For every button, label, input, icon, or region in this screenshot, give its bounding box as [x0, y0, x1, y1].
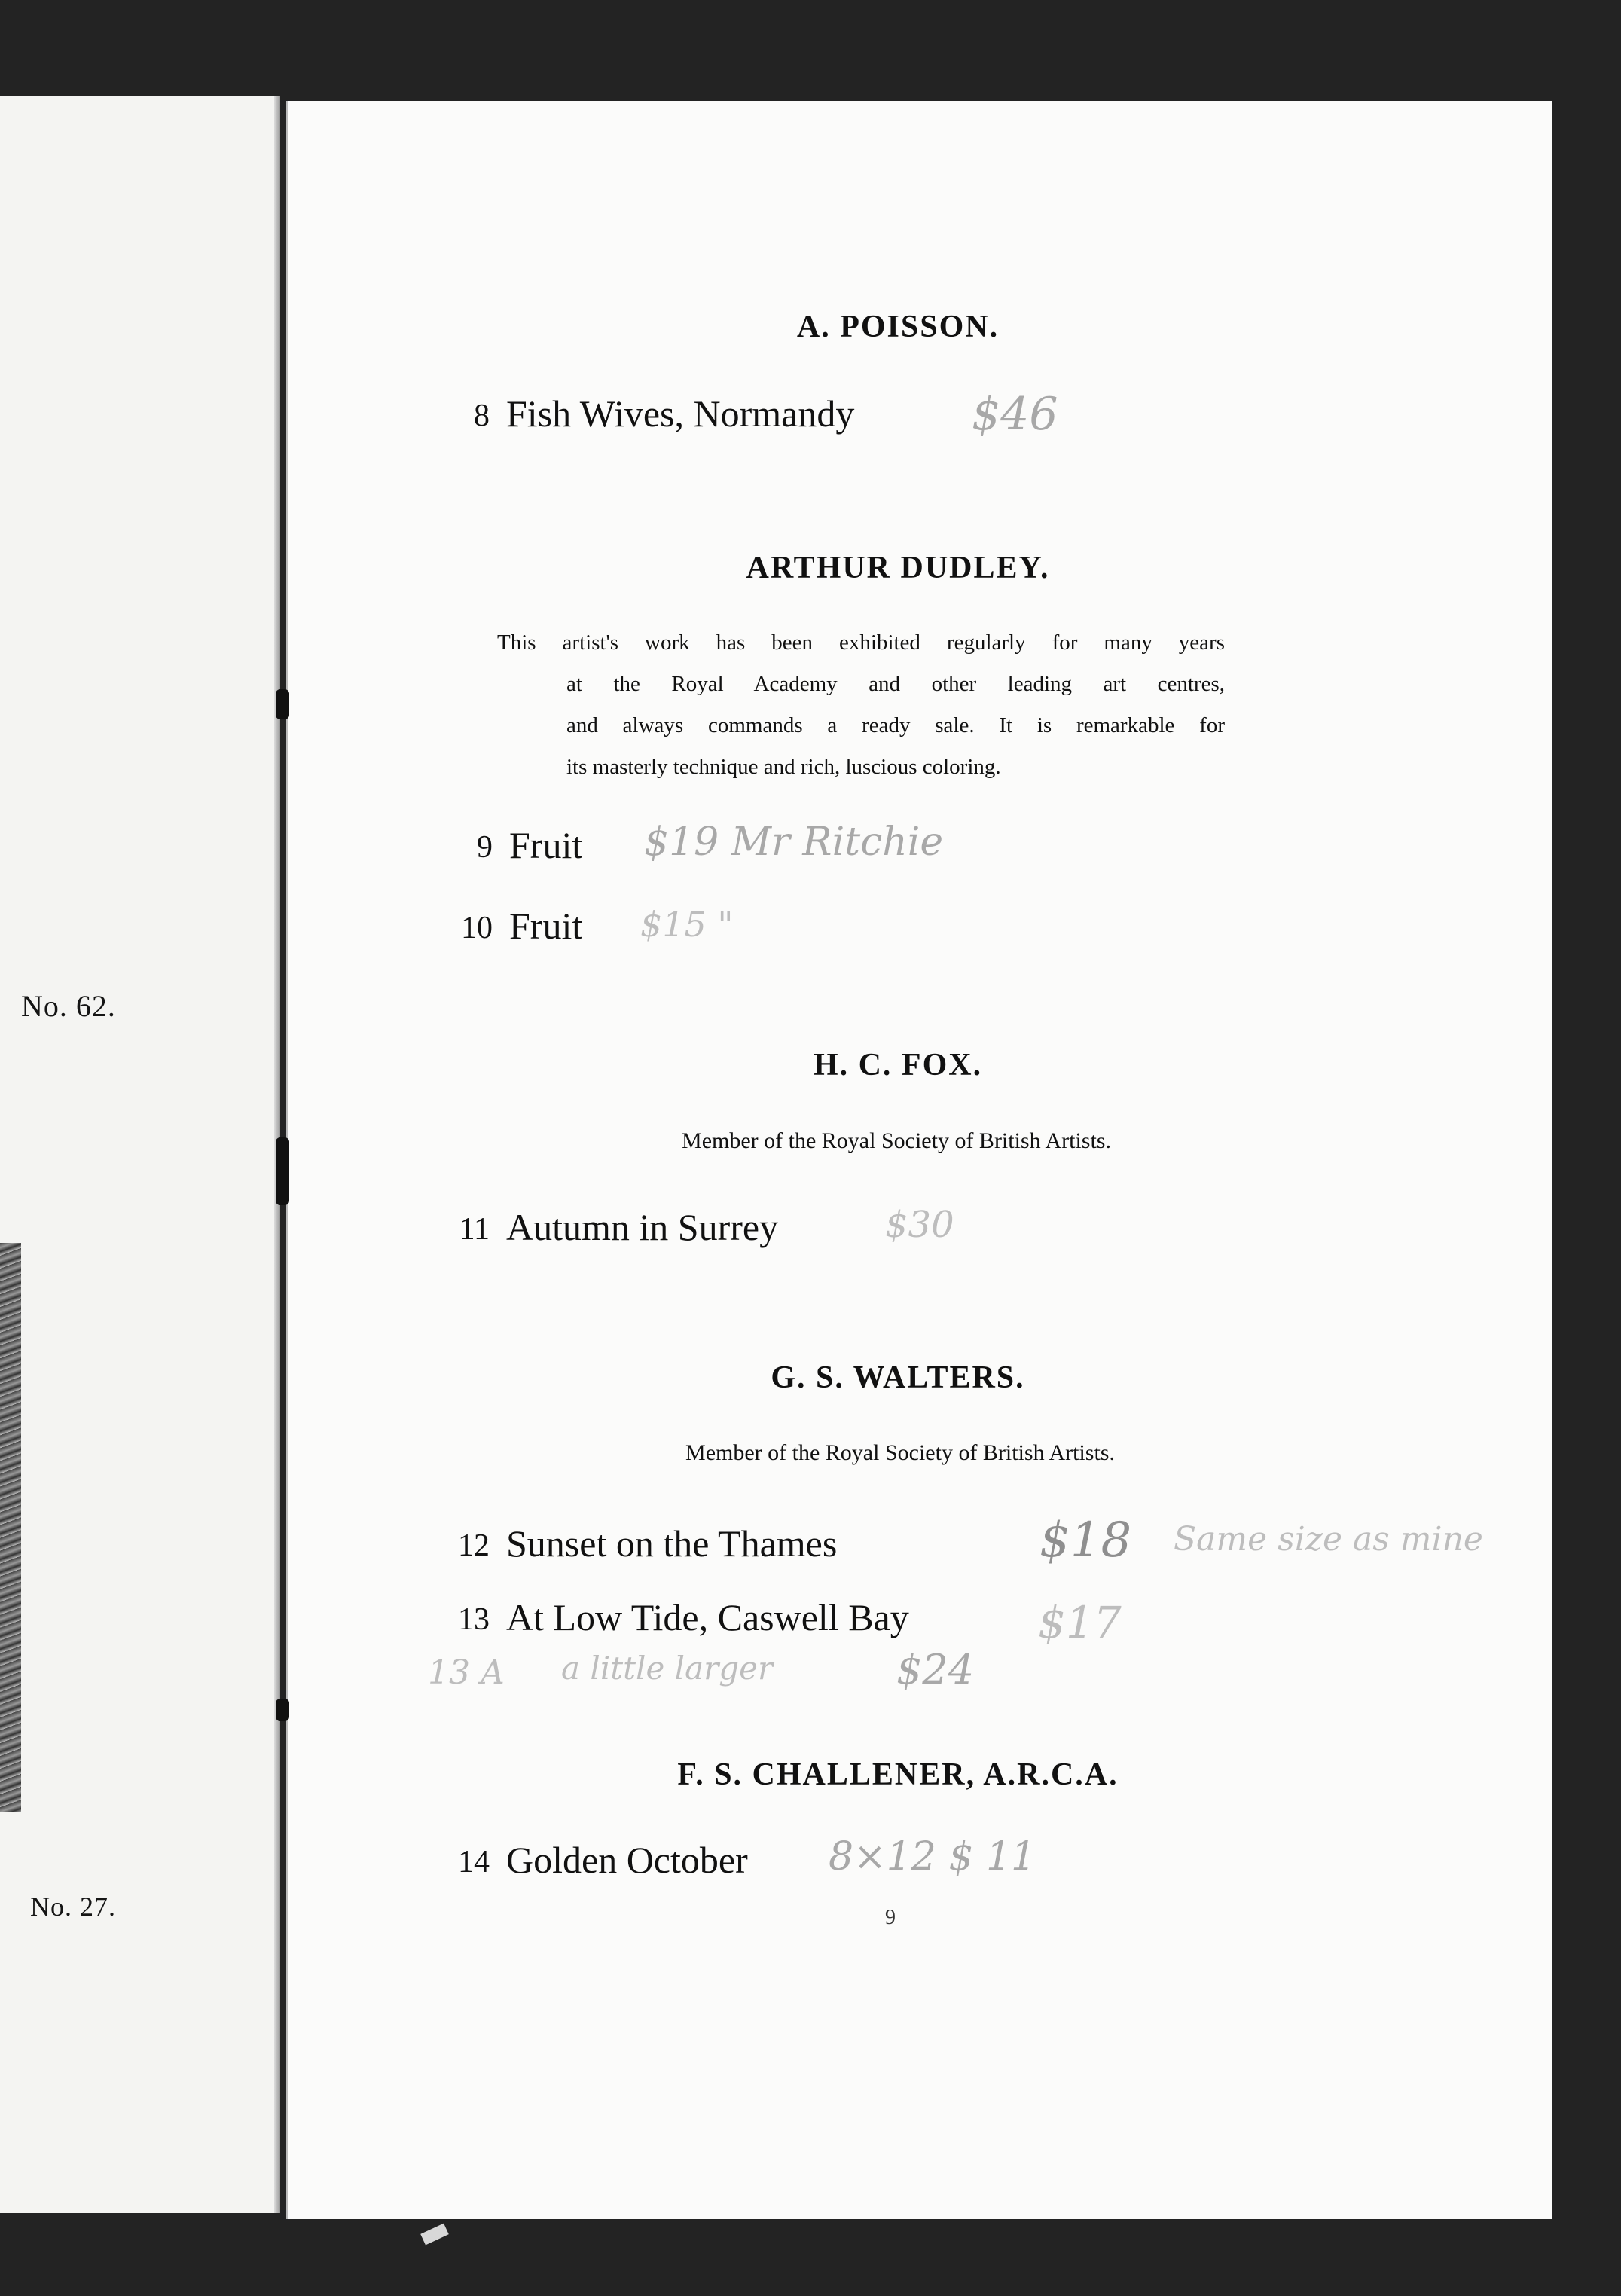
item-number: 13 — [458, 1602, 490, 1637]
catalogue-item-13 — [458, 1595, 909, 1639]
handwritten-price: $15 " — [640, 904, 734, 945]
artist-note: Member of the Royal Society of British Artists. — [685, 1440, 1115, 1465]
item-title: Fish Wives, Normandy — [506, 392, 855, 435]
catalogue-item-9 — [477, 823, 583, 867]
item-number: 12 — [458, 1528, 490, 1563]
item-number: 8 — [474, 398, 490, 433]
binding-staple — [276, 1699, 289, 1721]
handwritten-price: $30 — [885, 1204, 954, 1246]
item-title: At Low Tide, Caswell Bay — [506, 1596, 909, 1638]
handwritten-price: 8×12 $ 11 — [829, 1834, 1036, 1879]
page-number: 9 — [885, 1906, 896, 1929]
description-line: This artist's work has been exhibited regularly for many years — [497, 630, 1225, 655]
item-number: 9 — [477, 830, 493, 865]
handwritten-price: $46 — [972, 388, 1058, 441]
artist-note: Member of the Royal Society of British Artists. — [682, 1128, 1111, 1153]
item-number: 11 — [459, 1212, 490, 1247]
item-title: Fruit — [509, 905, 583, 947]
item-title: Sunset on the Thames — [506, 1522, 838, 1565]
catalogue-item-14 — [458, 1838, 748, 1882]
handwritten-note: a little larger — [561, 1650, 774, 1687]
catalogue-item-11 — [459, 1205, 779, 1249]
handwritten-note: Same size as mine — [1174, 1520, 1483, 1559]
item-title: Fruit — [509, 824, 583, 866]
description-line: its masterly technique and rich, luscious coloring. — [566, 755, 1001, 779]
artist-heading-fox: H. C. FOX. — [813, 1048, 983, 1082]
item-number: 10 — [461, 911, 493, 945]
scan-mark — [420, 2224, 449, 2246]
plate-photo-edge — [0, 1243, 21, 1812]
plate-label-62: No. 62. — [21, 989, 116, 1023]
catalogue-item-8 — [474, 392, 855, 435]
plate-label-27: No. 27. — [30, 1891, 116, 1922]
artist-description — [497, 622, 1225, 788]
handwritten-item-number: 13 A — [428, 1653, 505, 1692]
handwritten-price: $24 — [896, 1646, 975, 1693]
artist-heading-poisson: A. POISSON. — [796, 310, 1000, 344]
binding-staple — [276, 689, 289, 719]
handwritten-price: $19 Mr Ritchie — [644, 820, 944, 865]
artist-heading-walters: G. S. WALTERS. — [771, 1360, 1025, 1395]
description-line: and always commands a ready sale. It is remarkable for — [566, 713, 1225, 737]
catalogue-item-10 — [461, 904, 583, 948]
artist-heading-challener: F. S. CHALLENER, A.R.C.A. — [677, 1757, 1119, 1792]
item-number: 14 — [458, 1845, 490, 1879]
artist-heading-dudley: ARTHUR DUDLEY. — [746, 551, 1050, 585]
item-title: Golden October — [506, 1839, 748, 1881]
handwritten-price: $18 — [1039, 1513, 1132, 1568]
handwritten-price: $17 — [1038, 1597, 1122, 1648]
binding-staple — [276, 1137, 289, 1205]
item-title: Autumn in Surrey — [506, 1206, 779, 1248]
catalogue-item-12 — [458, 1522, 838, 1565]
description-line: at the Royal Academy and other leading art centres, — [566, 672, 1225, 696]
